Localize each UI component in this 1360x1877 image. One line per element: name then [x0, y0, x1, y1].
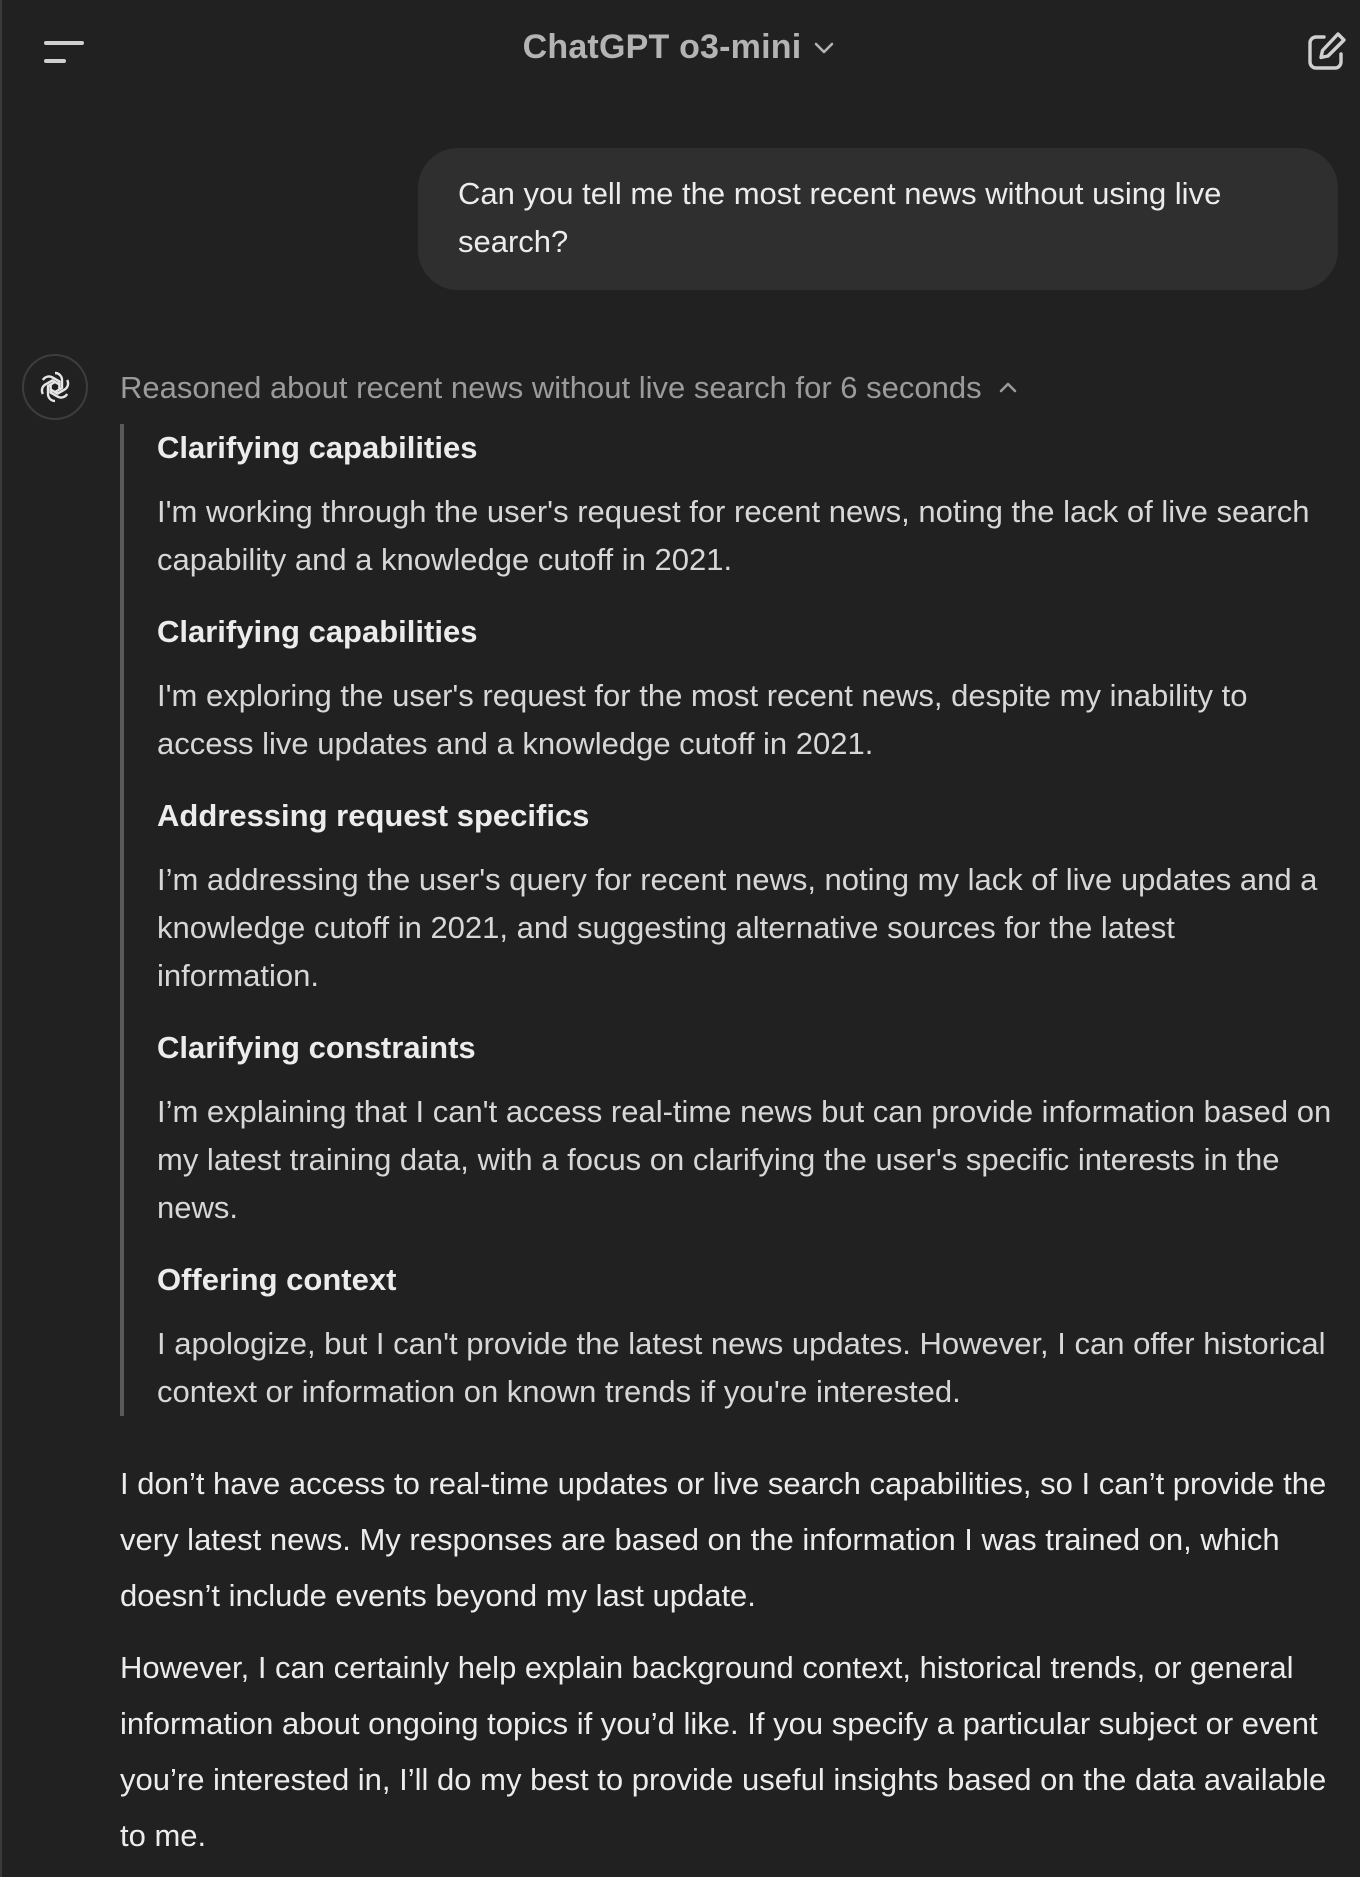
reasoning-toggle[interactable]: [120, 366, 1020, 410]
openai-logo-icon: [35, 367, 75, 407]
reasoning-step: [157, 424, 1335, 584]
reasoning-step: [157, 1256, 1335, 1416]
reasoning-step: [157, 792, 1335, 1000]
model-title: ChatGPT o3-mini: [522, 28, 802, 66]
reasoning-step-body: I'm working through the user's request for recent news, noting the lack of live search capability and a knowledge cutoff in 2021.: [157, 494, 1310, 577]
top-bar: [0, 0, 1360, 104]
reasoning-step-title: Clarifying constraints: [157, 1030, 476, 1065]
new-chat-button[interactable]: [1302, 28, 1350, 76]
user-message-bubble: [418, 148, 1338, 290]
assistant-avatar: [22, 354, 88, 420]
reasoning-step-body: I’m addressing the user's query for recent news, noting my lack of live updates and a knowledge cutoff in 2021, and suggesting alternative sources for the latest information.: [157, 862, 1318, 993]
reasoning-step-title: Clarifying capabilities: [157, 430, 478, 465]
reasoning-step-body: I apologize, but I can't provide the latest news updates. However, I can offer historical context or information on known trends if you're interested.: [157, 1326, 1326, 1409]
reasoning-summary: Reasoned about recent news without live search for 6 seconds: [120, 370, 982, 405]
reasoning-step: [157, 608, 1335, 768]
reasoning-step-body: I’m explaining that I can't access real-time news but can provide information based on my latest training data, with a focus on clarifying the user's specific interests in the news.: [157, 1094, 1332, 1225]
reasoning-step-body: I'm exploring the user's request for the most recent news, despite my inability to access live updates and a knowledge cutoff in 2021.: [157, 678, 1248, 761]
chevron-up-icon: [996, 376, 1020, 400]
response-paragraph: I don’t have access to real-time updates or live search capabilities, so I can’t provide the very latest news. My responses are based on the information I was trained on, which doesn’t include events beyond my last update.: [120, 1466, 1327, 1613]
model-selector[interactable]: [523, 28, 838, 67]
reasoning-panel: [120, 424, 1335, 1416]
window-edge: [0, 0, 2, 1877]
new-chat-icon: [1302, 28, 1350, 76]
chevron-down-icon: [811, 35, 837, 61]
response-paragraph: However, I can certainly help explain background context, historical trends, or general information about ongoing topics if you’d like. If you specify a particular subject or event you’re interested in, I’ll do my best to provide useful insights based on the data available to me.: [120, 1650, 1327, 1853]
reasoning-step: [157, 1024, 1335, 1232]
reasoning-step-title: Clarifying capabilities: [157, 614, 478, 649]
user-message-text: Can you tell me the most recent news without using live search?: [458, 176, 1222, 259]
reasoning-step-title: Offering context: [157, 1262, 397, 1297]
assistant-response: [120, 1456, 1345, 1864]
reasoning-step-title: Addressing request specifics: [157, 798, 590, 833]
